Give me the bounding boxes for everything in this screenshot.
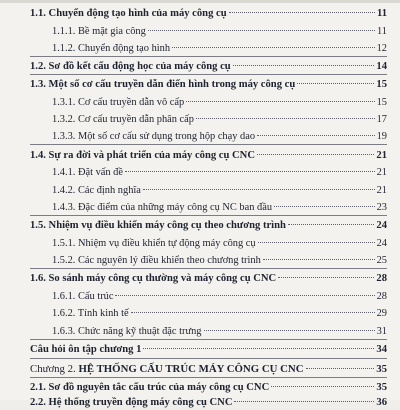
dot-leader (274, 205, 375, 207)
dot-leader (233, 64, 375, 66)
toc-entry-1-1 (30, 6, 387, 21)
toc-entry-1-5-2 (52, 253, 387, 268)
dot-leader (257, 153, 374, 155)
toc-entry-label: 1.3.1. Cơ cấu truyền dẫn vô cấp (52, 97, 185, 108)
toc-entry-1-1-1 (52, 24, 387, 39)
toc-page-number: 21 (376, 185, 387, 196)
toc-page-number: 24 (376, 238, 387, 249)
toc-entry-label: 1.1.1. Bề mặt gia công (52, 26, 146, 37)
section-divider (30, 74, 387, 75)
toc-entry-1-3-1 (52, 95, 387, 110)
toc-entry-2-2 (30, 395, 387, 410)
toc-entry-1-4-3 (52, 200, 387, 215)
toc-entry-1-3 (30, 77, 387, 92)
toc-entry-1-6-3 (52, 324, 387, 339)
toc-page-number: 21 (376, 167, 387, 178)
toc-entry-label: 1.6.2. Tính kinh tế (52, 308, 129, 319)
section-divider (30, 358, 387, 359)
toc-entry-label: 1.3.3. Một số cơ cấu sử dụng trong hộp chạy dao (52, 131, 256, 142)
toc-page-number: 11 (376, 26, 387, 37)
chapter-title: HỆ THỐNG CẤU TRÚC MÁY CÔNG CỤ CNC (78, 363, 304, 375)
toc-entry-label: 1.5. Nhiệm vụ điều khiển máy công cụ theo chương trình (30, 220, 286, 231)
dot-leader (297, 82, 374, 84)
toc-entry-1-1-2 (52, 41, 387, 56)
dot-leader (229, 11, 375, 13)
dot-leader (278, 276, 374, 278)
toc-entry-2-1 (30, 380, 387, 395)
dot-leader (143, 347, 374, 349)
toc-page-number: 23 (376, 202, 387, 213)
dot-leader (186, 100, 374, 102)
section-divider (30, 215, 387, 216)
dot-leader (271, 385, 374, 387)
section-divider (30, 268, 387, 269)
dot-leader (148, 29, 375, 31)
toc-chapter-2 (30, 362, 387, 377)
toc-page-number: 36 (376, 397, 387, 408)
page-top-edge (0, 0, 400, 3)
dot-leader (115, 294, 374, 296)
toc-page-number: 19 (376, 131, 387, 142)
dot-leader (172, 46, 375, 48)
section-divider (30, 339, 387, 340)
toc-page-number: 28 (376, 291, 387, 302)
toc-entry-label: 1.4. Sự ra đời và phát triển của máy công cụ CNC (30, 150, 255, 161)
toc-entry-label: 1.5.1. Nhiệm vụ điều khiển tự động máy công cụ (52, 238, 256, 249)
toc-page-number: 14 (376, 61, 387, 72)
toc-entry-1-3-2 (52, 112, 387, 127)
toc-entry-label: 1.6.3. Chức năng kỹ thuật đặc trưng (52, 326, 202, 337)
toc-entry-1-5-1 (52, 236, 387, 251)
section-divider (30, 56, 387, 57)
toc-page-number: 21 (376, 150, 387, 161)
toc-page-number: 31 (376, 326, 387, 337)
section-divider (30, 377, 387, 378)
toc-page-number: 12 (376, 43, 387, 54)
dot-leader (196, 117, 375, 119)
toc-page-number: 35 (376, 363, 387, 375)
toc-entry-label: Câu hỏi ôn tập chương 1 (30, 344, 142, 355)
toc-entry-label: 1.4.3. Đặc điểm của những máy công cụ NC ban đầu (52, 202, 273, 213)
toc-entry-label: 1.3.2. Cơ cấu truyền dẫn phân cấp (52, 114, 194, 125)
toc-page-number: 15 (376, 79, 387, 90)
dot-leader (257, 134, 375, 136)
dot-leader (204, 329, 375, 331)
dot-leader (306, 367, 375, 369)
dot-leader (131, 311, 375, 313)
toc-page-number: 35 (376, 382, 387, 393)
toc-entry-1-6 (30, 271, 387, 286)
toc-page-number: 34 (376, 344, 387, 355)
toc-page-number: 15 (376, 97, 387, 108)
dot-leader (125, 170, 375, 172)
toc-entry-label: 1.1.2. Chuyển động tạo hình (52, 43, 171, 54)
toc-entry-1-4 (30, 148, 387, 163)
toc-entry-label: 1.6.1. Cấu trúc (52, 291, 114, 302)
toc-entry-1-4-2 (52, 183, 387, 198)
toc-page-number: 28 (376, 273, 387, 284)
toc-entry-1-6-1 (52, 289, 387, 304)
chapter-prefix: Chương 2. (30, 363, 79, 375)
toc-entry-label: 1.4.1. Đặt vấn đề (52, 167, 123, 178)
toc-entry-1-4-1 (52, 165, 387, 180)
toc-page-number: 11 (376, 8, 387, 19)
toc-entry-review-questions (30, 342, 387, 357)
toc-chapter-label (30, 362, 304, 377)
dot-leader (143, 188, 375, 190)
toc-entry-label: 1.6. So sánh máy công cụ thường và máy công cụ CNC (30, 273, 277, 284)
toc-entry-1-5 (30, 218, 387, 233)
toc-entry-label: 1.4.2. Các định nghĩa (52, 185, 141, 196)
toc-entry-label: 2.1. Sơ đồ nguyên tắc cấu trúc của máy công cụ CNC (30, 382, 270, 393)
toc-page-number: 29 (376, 308, 387, 319)
toc-entry-1-6-2 (52, 306, 387, 321)
toc-entry-label: 1.5.2. Các nguyên lý điều khiển theo chương trình (52, 255, 261, 266)
toc-page-number: 25 (376, 255, 387, 266)
toc-entry-1-3-3 (52, 129, 387, 144)
section-divider (30, 144, 387, 145)
toc-entry-label: 1.3. Một số cơ cấu truyền dẫn điển hình trong máy công cụ (30, 79, 296, 90)
dot-leader (234, 400, 374, 402)
toc-entry-label: 1.2. Sơ đồ kết cấu động học của máy công cụ (30, 61, 231, 72)
toc-entry-label: 1.1. Chuyển động tạo hình của máy công cụ (30, 8, 227, 19)
dot-leader (288, 223, 375, 225)
toc-entry-label: 2.2. Hệ thống truyền động máy công cụ CNC (30, 397, 233, 408)
dot-leader (263, 258, 375, 260)
dot-leader (258, 241, 375, 243)
toc-entry-1-2 (30, 59, 387, 74)
toc-page-number: 17 (376, 114, 387, 125)
toc-page-number: 24 (376, 220, 387, 231)
